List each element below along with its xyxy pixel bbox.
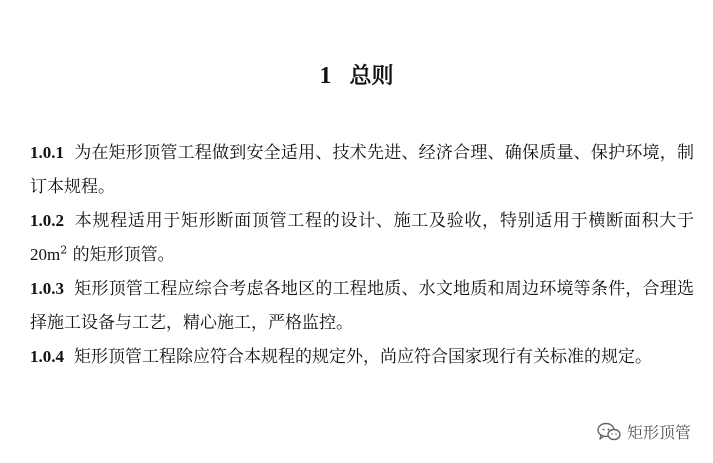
clause-1-0-3 [30, 272, 694, 340]
clause-1-0-4 [30, 340, 694, 374]
clause-1-0-2 [30, 204, 694, 272]
chapter-title [0, 60, 713, 92]
chapter-title-text: 总则 [349, 63, 394, 89]
clause-number: 1.0.4 [30, 347, 64, 366]
area-exponent: 2 [60, 243, 68, 257]
clause-text: 为在矩形顶管工程做到安全适用、技术先进、经济合理、确保质量、保护环境，制订本规程。 [30, 143, 694, 197]
clause-number: 1.0.1 [30, 143, 64, 162]
area-value: 20m [30, 245, 61, 264]
clause-number: 1.0.3 [30, 279, 64, 298]
clause-text-end: 的矩形顶管。 [67, 245, 175, 265]
clause-text: 本规程适用于矩形断面顶管工程的设计、施工及验收，特别适用于横断面积大于 [74, 211, 694, 231]
chapter-number: 1 [319, 63, 332, 89]
clause-1-0-1 [30, 136, 694, 204]
clause-number: 1.0.2 [30, 211, 64, 230]
wechat-icon [597, 422, 621, 442]
clause-list [30, 136, 694, 374]
watermark-label: 矩形顶管 [626, 423, 691, 442]
clause-text: 矩形顶管工程除应符合本规程的规定外，尚应符合国家现行有关标准的规定。 [74, 347, 652, 367]
watermark [597, 420, 691, 443]
clause-text: 矩形顶管工程应综合考虑各地区的工程地质、水文地质和周边环境等条件，合理选择施工设备与工艺，精心施工，严格监控。 [30, 279, 694, 333]
